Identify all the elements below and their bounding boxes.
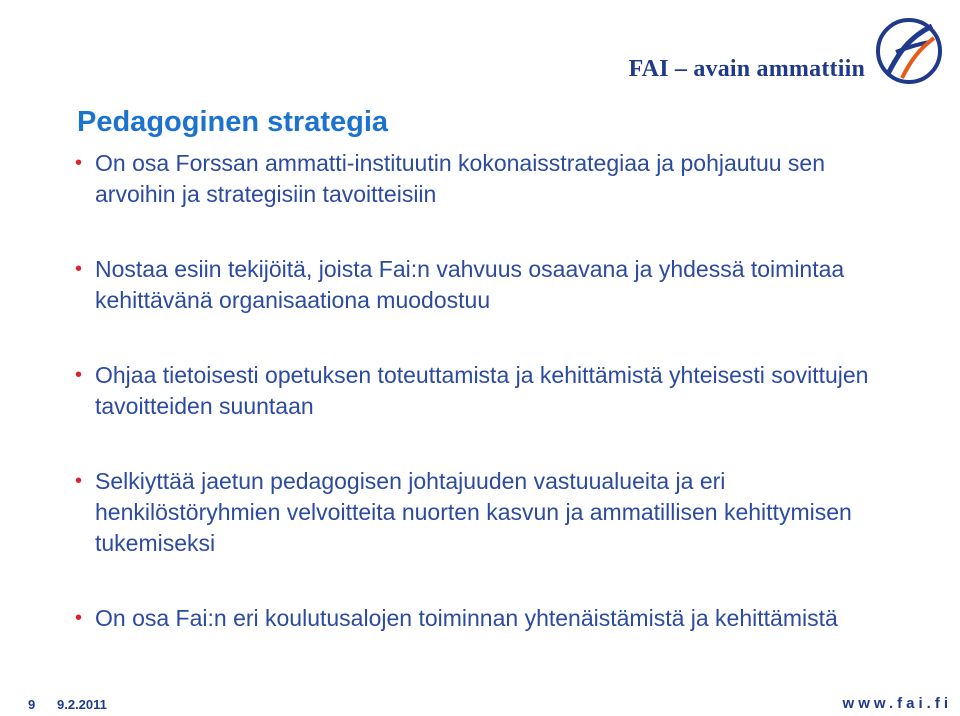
bullet-text: On osa Fai:n eri koulutusalojen toiminnan yhtenäistämistä ja kehittämistä [95,605,838,631]
bullet-marker: • [75,152,83,174]
page-number: 9 [28,697,36,712]
bullet-item [75,360,895,422]
bullet-marker: • [75,607,83,629]
bullet-text: Selkiyttää jaetun pedagogisen johtajuuden vastuualueita ja eri henkilöstöryhmien velvoitteita nuorten kasvun ja ammatillisen kehittymisen tukemiseksi [95,468,852,556]
bullet-marker: • [75,258,83,280]
bullet-item [75,148,895,210]
header-logo [628,0,952,92]
bullet-text: Ohjaa tietoisesti opetuksen toteuttamista ja kehittämistä yhteisesti sovittujen tavoitteiden suuntaan [95,362,869,419]
bullet-list [75,148,895,634]
bullet-marker: • [75,470,83,492]
bullet-text: Nostaa esiin tekijöitä, joista Fai:n vahvuus osaavana ja yhdessä toimintaa kehittävänä organisaationa muodostuu [95,256,845,313]
bullet-marker: • [75,364,83,386]
footer-date: 9.2.2011 [57,697,107,712]
bullet-item [75,466,895,559]
footer-url[interactable]: www.fai.fi [842,695,952,712]
bullet-item [75,603,895,634]
fai-logo-icon [874,14,944,88]
bullet-item [75,254,895,316]
logo-text: FAI – avain ammattiin [628,56,865,82]
bullet-text: On osa Forssan ammatti-instituutin kokonaisstrategiaa ja pohjautuu sen arvoihin ja strategisiin tavoitteisiin [95,150,826,207]
slide-title: Pedagoginen strategia [77,106,389,138]
